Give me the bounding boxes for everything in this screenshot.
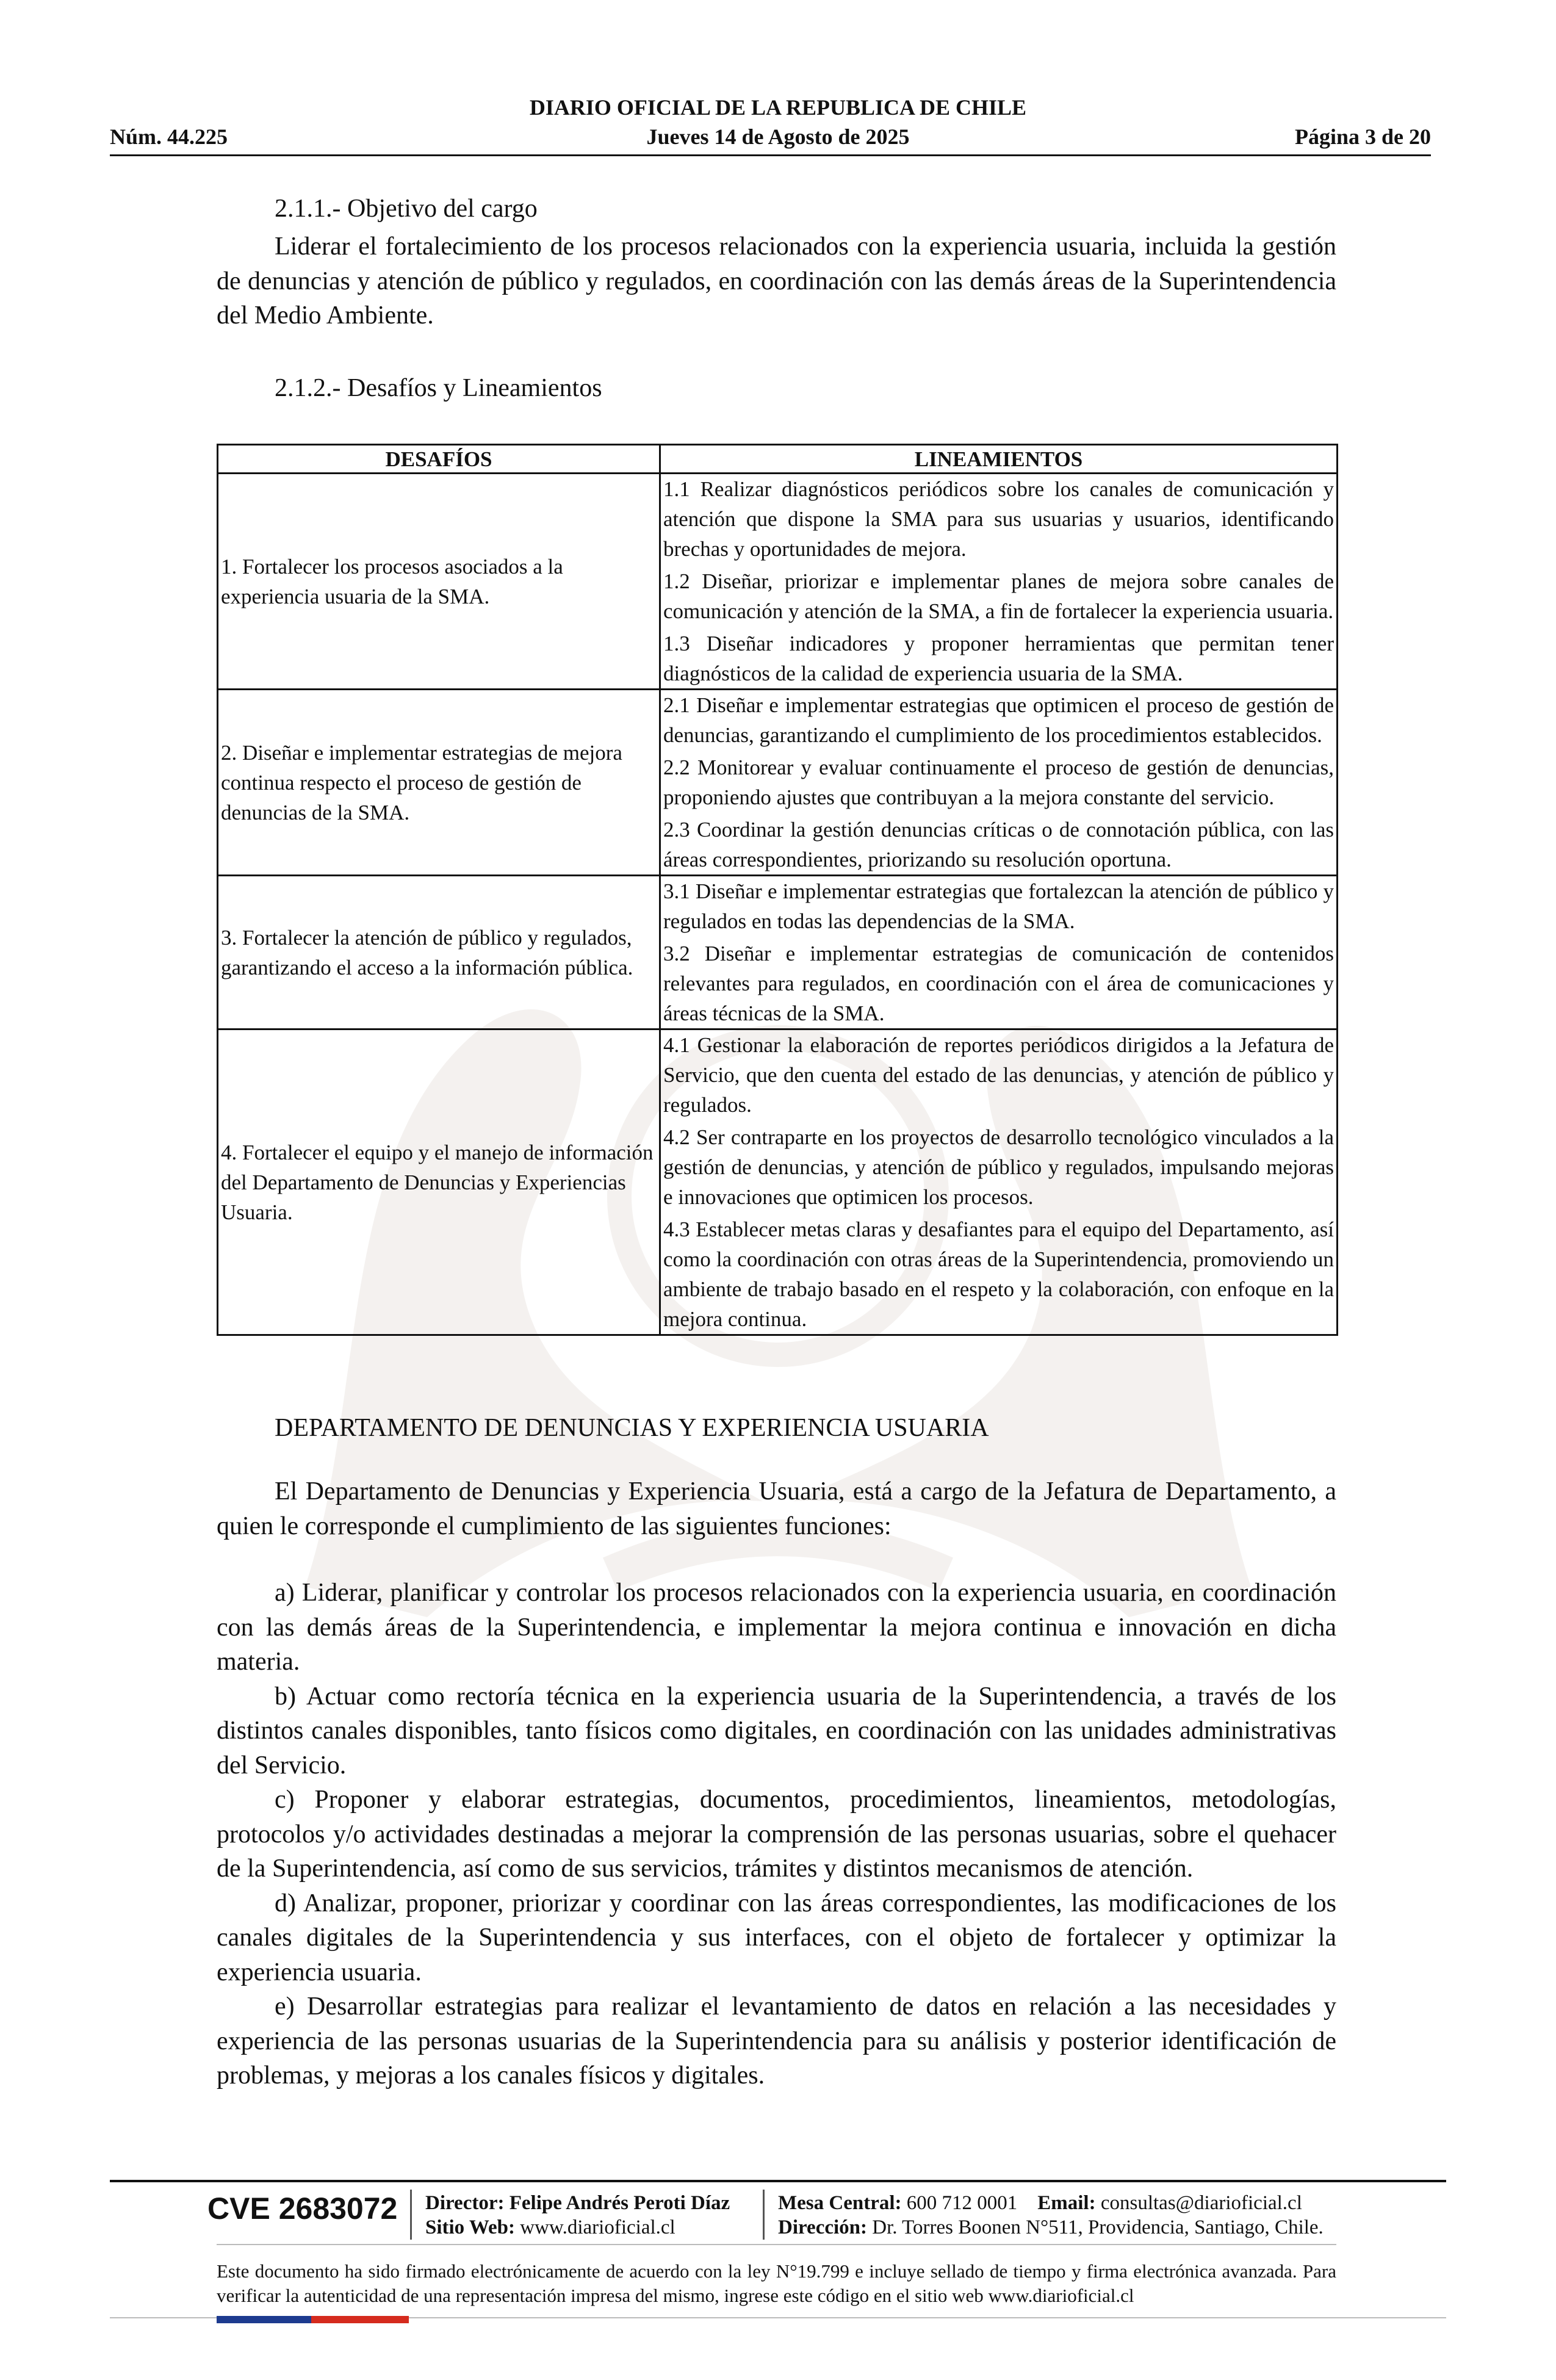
footer-divider bbox=[110, 2180, 1446, 2182]
lineamiento-item: 1.3 Diseñar indicadores y proponer herramientas que permitan tener diagnósticos de la calidad de experiencia usuaria de la SMA. bbox=[663, 632, 1334, 685]
lineamiento-item: 4.3 Establecer metas claras y desafiantes para el equipo del Departamento, así como la coordinación con otras áreas de la Superintendencia, promoviendo un ambiente de trabajo basado en el respeto y la colaboración, con enfoque en la mejora continua. bbox=[663, 1217, 1334, 1331]
footer-separator bbox=[410, 2190, 412, 2240]
footer-thin-divider bbox=[217, 2244, 1336, 2245]
functions-list bbox=[217, 1576, 1336, 2093]
lineamiento-item: 2.2 Monitorear y evaluar continuamente el proceso de gestión de denuncias, proponiendo ajustes que contribuyan a la mejora constante del servicio. bbox=[663, 755, 1334, 809]
email-link[interactable]: consultas@diarioficial.cl bbox=[1100, 2192, 1302, 2214]
function-item: a) Liderar, planificar y controlar los procesos relacionados con la experiencia usuaria, en coordinación con las demás áreas de la Superintendencia, e implementar la mejora continua e innovación en dicha materia. bbox=[217, 1579, 1336, 1676]
cve-code: CVE 2683072 bbox=[207, 2191, 398, 2226]
flag-stripe-blue bbox=[217, 2316, 311, 2323]
function-item: e) Desarrollar estrategias para realizar el levantamiento de datos en relación a las necesidades y experiencia de las personas usuarias de la Superintendencia para su análisis y posterior identificación de problemas, y mejoras a los canales físicos y digitales. bbox=[217, 1992, 1336, 2090]
desafios-heading: 2.1.2.- Desafíos y Lineamientos bbox=[275, 374, 602, 402]
table-row bbox=[218, 474, 1338, 690]
desafio-cell: 1. Fortalecer los procesos asociados a la experiencia usuaria de la SMA. bbox=[218, 474, 660, 690]
lineamiento-item: 2.1 Diseñar e implementar estrategias que optimicen el proceso de gestión de denuncias, garantizando el cumplimiento de los procedimientos establecidos. bbox=[663, 693, 1334, 747]
lineamientos-cell bbox=[660, 690, 1338, 876]
mesa-label: Mesa Central: bbox=[778, 2192, 902, 2214]
site-link[interactable]: www.diarioficial.cl bbox=[520, 2216, 675, 2238]
mesa-value: 600 712 0001 bbox=[906, 2192, 1018, 2214]
desafios-lineamientos-table bbox=[217, 444, 1338, 1336]
lineamiento-item: 4.2 Ser contraparte en los proyectos de desarrollo tecnológico vinculados a la gestión de denuncias, y atención de público y regulados, impulsando mejoras e innovaciones que optimicen los procesos. bbox=[663, 1125, 1334, 1209]
address-label: Dirección: bbox=[778, 2216, 868, 2238]
footer-director-block bbox=[425, 2191, 730, 2240]
publication-title: DIARIO OFICIAL DE LA REPUBLICA DE CHILE bbox=[529, 95, 1027, 120]
desafio-cell: 3. Fortalecer la atención de público y regulados, garantizando el acceso a la información pública. bbox=[218, 876, 660, 1030]
department-intro: El Departamento de Denuncias y Experiencia Usuaria, está a cargo de la Jefatura de Departamento, a quien le corresponde el cumplimiento de las siguientes funciones: bbox=[217, 1477, 1336, 1540]
footer-separator bbox=[763, 2190, 765, 2240]
lineamiento-item: 3.2 Diseñar e implementar estrategias de comunicación de contenidos relevantes para regulados, en coordinación con el área de comunicaciones y áreas técnicas de la SMA. bbox=[663, 942, 1334, 1025]
table-row bbox=[218, 876, 1338, 1030]
table-row bbox=[218, 1030, 1338, 1335]
lineamiento-item: 4.1 Gestionar la elaboración de reportes periódicos dirigidos a la Jefatura de Servicio, que den cuenta del estado de las denuncias, y atención de público y regulados. bbox=[663, 1033, 1334, 1117]
desafio-cell: 2. Diseñar e implementar estrategias de mejora continua respecto el proceso de gestión de denuncias de la SMA. bbox=[218, 690, 660, 876]
flag-stripe-red bbox=[311, 2316, 409, 2323]
footer-contact-block bbox=[778, 2191, 1324, 2240]
header-lineamientos: LINEAMIENTOS bbox=[660, 445, 1338, 474]
director-label: Director: bbox=[425, 2192, 505, 2214]
department-title: DEPARTAMENTO DE DENUNCIAS Y EXPERIENCIA USUARIA bbox=[275, 1414, 989, 1442]
lineamiento-item: 2.3 Coordinar la gestión denuncias críticas o de connotación pública, con las áreas correspondientes, priorizando su resolución oportuna. bbox=[663, 818, 1334, 871]
desafio-cell: 4. Fortalecer el equipo y el manejo de información del Departamento de Denuncias y Experiencias Usuaria. bbox=[218, 1030, 660, 1335]
lineamientos-cell bbox=[660, 1030, 1338, 1335]
email-label: Email: bbox=[1037, 2192, 1096, 2214]
page-number: Página 3 de 20 bbox=[1294, 124, 1431, 149]
function-item: b) Actuar como rectoría técnica en la experiencia usuaria de la Superintendencia, a través de los distintos canales disponibles, tanto físicos como digitales, en coordinación con las unidades administrativas del Servicio. bbox=[217, 1682, 1336, 1780]
lineamiento-item: 1.1 Realizar diagnósticos periódicos sobre los canales de comunicación y atención que dispone la SMA para sus usuarias y usuarios, identificando brechas y oportunidades de mejora. bbox=[663, 477, 1334, 561]
table-row bbox=[218, 690, 1338, 876]
objetivo-text: Liderar el fortalecimiento de los procesos relacionados con la experiencia usuaria, incluida la gestión de denuncias y atención de público y regulados, en coordinación con las demás áreas de la Superintendencia del Medio Ambiente. bbox=[217, 233, 1336, 330]
function-item: d) Analizar, proponer, priorizar y coordinar con las áreas correspondientes, las modificaciones de los canales digitales de la Superintendencia y sus interfaces, con el objeto de fortalecer y optimizar la experiencia usuaria. bbox=[217, 1889, 1336, 1986]
header-divider bbox=[110, 154, 1431, 156]
address-value: Dr. Torres Boonen N°511, Providencia, Santiago, Chile. bbox=[872, 2216, 1324, 2238]
header-desafios: DESAFÍOS bbox=[218, 445, 660, 474]
function-item: c) Proponer y elaborar estrategias, documentos, procedimientos, lineamientos, metodologías, protocolos y/o actividades destinadas a mejorar la comprensión de las personas usuarias, sobre el quehacer de la Superintendencia, así como de sus servicios, trámites y distintos mecanismos de atención. bbox=[217, 1786, 1336, 1883]
issue-number: Núm. 44.225 bbox=[110, 124, 228, 149]
legal-notice: Este documento ha sido firmado electrónicamente de acuerdo con la ley N°19.799 e incluye sellado de tiempo y firma electrónica avanzada. Para verificar la autenticidad de una representación impresa del mismo, ingrese este código en el sitio web www.diarioficial.cl bbox=[217, 2260, 1336, 2306]
lineamiento-item: 3.1 Diseñar e implementar estrategias que fortalezcan la atención de público y regulados en todas las dependencias de la SMA. bbox=[663, 879, 1334, 933]
table-header-row bbox=[218, 445, 1338, 474]
objetivo-heading: 2.1.1.- Objetivo del cargo bbox=[275, 195, 538, 223]
site-label: Sitio Web: bbox=[425, 2216, 516, 2238]
issue-date: Jueves 14 de Agosto de 2025 bbox=[646, 124, 910, 149]
lineamiento-item: 1.2 Diseñar, priorizar e implementar planes de mejora sobre canales de comunicación y atención de la SMA, a fin de fortalecer la experiencia usuaria. bbox=[663, 569, 1334, 623]
lineamientos-cell bbox=[660, 876, 1338, 1030]
lineamientos-cell bbox=[660, 474, 1338, 690]
director-name: Felipe Andrés Peroti Díaz bbox=[509, 2192, 730, 2214]
